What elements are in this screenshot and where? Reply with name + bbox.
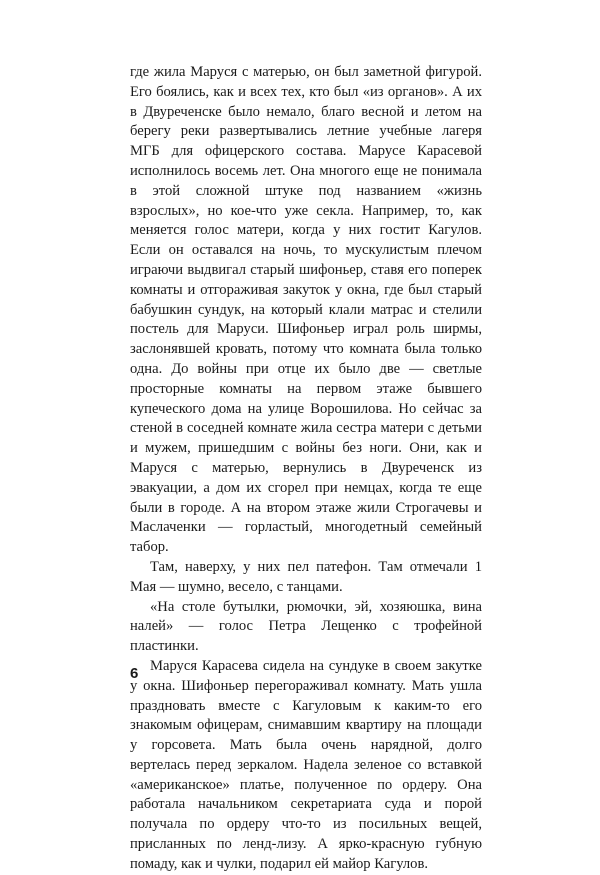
page-number: 6 xyxy=(130,665,139,682)
paragraph-2: Там, наверху, у них пел патефон. Там отмечали 1 Мая — шумно, весело, с танцами. xyxy=(130,558,482,595)
paragraph-4: Маруся Карасева сидела на сундуке в своем закутке у окна. Шифоньер перегораживал комнату. Мать ушла праздновать вместе с Кагуловым к каким-то его знакомым офицерам, снимавшим квартиру на площади у горсовета. Мать была очень нарядной, долго вертелась перед зеркалом. Надела зеленое со вставкой «американское» платье, полученное по ордеру. Она работала начальником секретариата суда и порой получала по ордеру что-то из посильных вещей, присланных по ленд-лизу. А ярко-красную губную помаду, как и чулки, подарил ей майор Кагулов. xyxy=(130,657,482,872)
paragraph-3: «На столе бутылки, рюмочки, эй, хозяюшка, вина налей» — голос Петра Лещенко с трофейной пластинки. xyxy=(130,598,482,655)
body-text xyxy=(130,63,482,875)
paragraph-1: где жила Маруся с матерью, он был заметной фигурой. Его боялись, как и всех тех, кто был «из органов». А их в Двуреченске было немало, благо весной и летом на берегу реки развертывались летние учебные лагеря МГБ для офицерского состава. Марусе Карасевой исполнилось восемь лет. Она многого еще не понимала в этой сложной штуке под названием «жизнь взрослых», но кое-что уже секла. Например, то, как меняется голос матери, когда у них гостит Кагулов. Если он оставался на ночь, то мускулистым плечом играючи выдвигал старый шифоньер, ставя его поперек комнаты и отгораживая закуток у окна, где был старый бабушкин сундук, на который клали матрас и стелили постель для Маруси. Шифоньер играл роль ширмы, заслонявшей кровать, потому что комната была только одна. До войны при отце их было две — светлые просторные комнаты на первом этаже бывшего купеческого дома на улице Ворошилова. Но сейчас за стеной в соседней комнате жила сестра матери с детьми и мужем, пришедшим с войны без ноги. Они, как и Маруся с матерью, вернулись в Двуреченск из эвакуации, а дом их сгорел при немцах, когда те еще были в городе. А на втором этаже жили Строгачевы и Маслаченки — горластый, многодетный семейный табор. xyxy=(130,64,482,556)
